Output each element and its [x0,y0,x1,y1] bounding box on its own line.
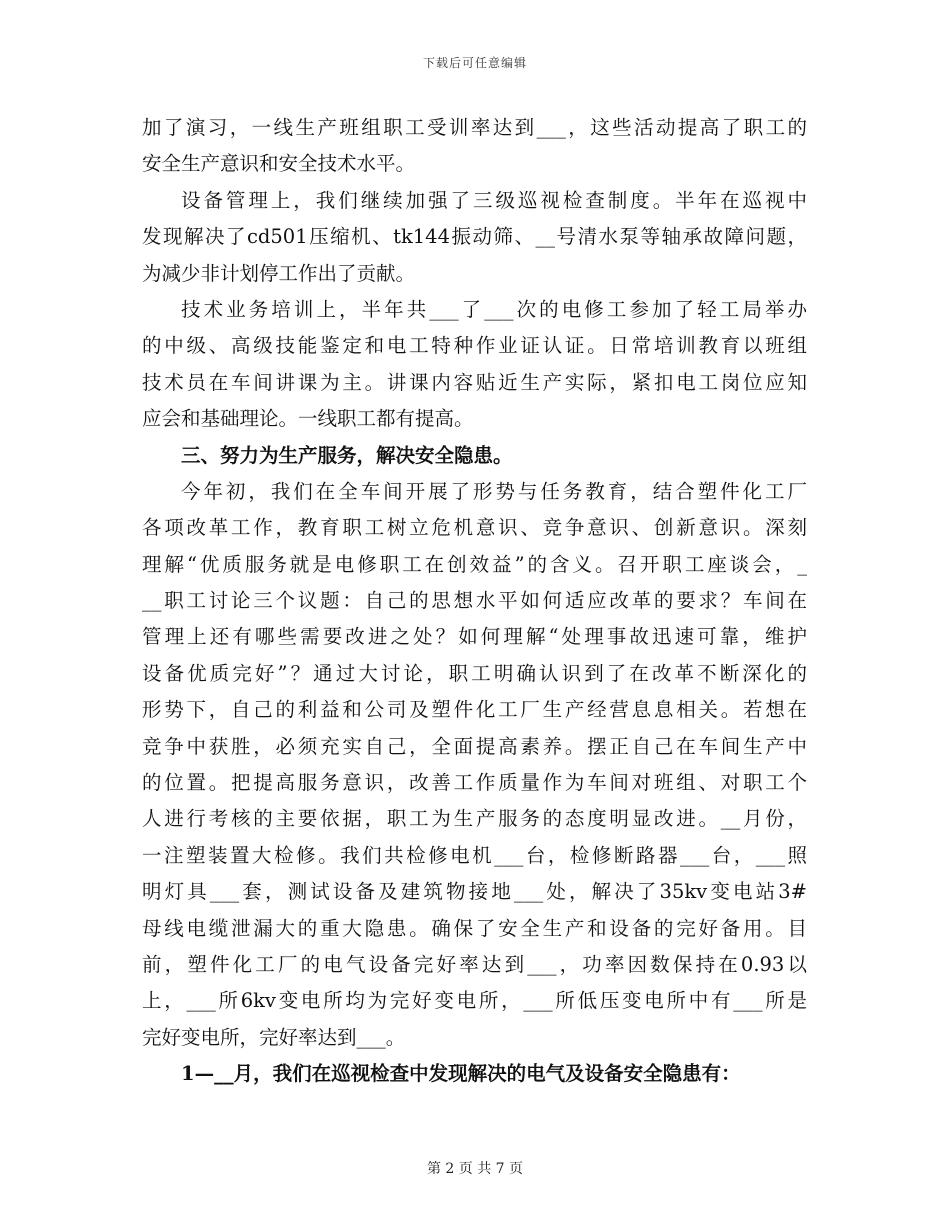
text-line: 设备管理上，我们继续加强了三级巡视检查制度。半年在巡视中 [181,188,807,212]
text-line: 发现解决了cd501压缩机、tk144振动筛、__号清水泵等轴承故障问题， [142,225,807,249]
text-line: 的位置。把提高服务意识，改善工作质量作为车间对班组、对职工个 [142,771,807,795]
text-line: 竞争中获胜，必须充实自己，全面提高素养。摆正自己在车间生产中 [142,734,807,758]
text-line: 应会和基础理论。一线职工都有提高。 [142,407,474,431]
body-text [142,110,807,1093]
text-line: 人进行考核的主要依据，职工为生产服务的态度明显改进。__月份， [142,807,807,831]
text-line: 加了演习，一线生产班组职工受训率达到___，这些活动提高了职工的 [142,116,807,139]
page-header: 下载后可任意编辑 [422,56,527,70]
text-line: 各项改革工作，教育职工树立危机意识、竞争意识、创新意识。深刻 [142,516,807,540]
text-line: 形势下，自己的利益和公司及塑件化工厂生产经营息息相关。若想在 [142,698,807,722]
text-line: 今年初，我们在全车间开展了形势与任务教育，结合塑件化工厂 [181,479,807,503]
text-line: 上，___所6kv变电所均为完好变电所，___所低压变电所中有___所是 [142,989,807,1013]
text-line: __职工讨论三个议题：自己的思想水平如何适应改革的要求？车间在 [142,589,807,613]
text-line: 安全生产意识和安全技术水平。 [142,152,416,176]
text-line: 理解“优质服务就是电修职工在创效益”的含义。召开职工座谈会，_ [142,552,807,576]
text-line: 设备优质完好”？通过大讨论，职工明确认识到了在改革不断深化的 [142,661,807,685]
text-line: 母线电缆泄漏大的重大隐患。确保了安全生产和设备的完好备用。目 [142,916,807,940]
text-line: 完好变电所，完好率达到___。 [142,1025,406,1049]
page-number: 第 2 页 共 7 页 [426,1161,524,1177]
text-line: 前，塑件化工厂的电气设备完好率达到___，功率因数保持在0.93以 [142,952,807,976]
text-line: 明灯具___套，测试设备及建筑物接地___处，解决了35kv变电站3# [142,880,807,904]
text-line: 的中级、高级技能鉴定和电工特种作业证认证。日常培训教育以班组 [142,334,807,358]
text-line: 一注塑装置大检修。我们共检修电机___台，检修断路器___台，___照 [142,843,807,867]
text-line: 管理上还有哪些需要改进之处？如何理解“处理事故迅速可靠，维护 [142,625,807,649]
text-line: 技术业务培训上，半年共___了___次的电修工参加了轻工局举办 [181,297,807,321]
section-heading: 三、努力为生产服务，解决安全隐患。 [181,443,513,467]
section-heading: 1—__月，我们在巡视检查中发现解决的电气及设备安全隐患有： [181,1062,741,1086]
text-line: 为减少非计划停工作出了贡献。 [142,261,416,285]
text-line: 技术员在车间讲课为主。讲课内容贴近生产实际，紧扣电工岗位应知 [142,370,807,394]
